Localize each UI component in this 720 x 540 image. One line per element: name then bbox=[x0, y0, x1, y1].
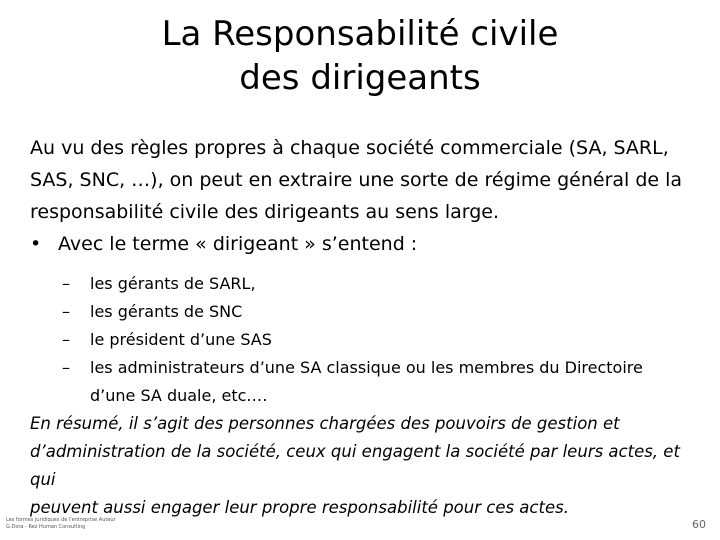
list-item bbox=[62, 270, 682, 298]
intro-line-2: SAS, SNC, …), on peut en extraire une sorte de régime général de la bbox=[30, 169, 683, 191]
footer-line-1: Les formes juridiques de l'entreprise Auteur bbox=[6, 517, 116, 523]
dash-marker: – bbox=[62, 302, 70, 321]
dash-marker: – bbox=[62, 330, 70, 349]
bullet-item bbox=[30, 228, 700, 260]
footer-credit bbox=[6, 517, 156, 531]
dash-marker: – bbox=[62, 358, 70, 377]
slide-title bbox=[60, 12, 660, 100]
list-item-text: les gérants de SARL, bbox=[90, 274, 256, 293]
list-item-text: le président d’une SAS bbox=[90, 330, 272, 349]
bullet-marker: • bbox=[30, 233, 42, 255]
list-item-continuation: d’une SA duale, etc.… bbox=[90, 386, 268, 405]
dirigeant-sublist bbox=[62, 270, 682, 410]
page-number: 60 bbox=[692, 518, 706, 531]
intro-line-1: Au vu des règles propres à chaque société commerciale (SA, SARL, bbox=[30, 137, 669, 159]
slide-body bbox=[30, 132, 700, 260]
dash-marker: – bbox=[62, 274, 70, 293]
summary-line-2: d’administration de la société, ceux qui engagent la société par leurs actes, et qui bbox=[30, 442, 680, 489]
footer-line-2: G.Dora - Rez Human Consulting bbox=[6, 524, 86, 530]
intro-paragraph bbox=[30, 132, 700, 228]
list-item-text: les gérants de SNC bbox=[90, 302, 243, 321]
summary-line-3: peuvent aussi engager leur propre responsabilité pour ces actes. bbox=[30, 498, 569, 517]
bullet-text: Avec le terme « dirigeant » s’entend : bbox=[58, 233, 418, 255]
summary-paragraph bbox=[30, 410, 700, 522]
title-line-1: La Responsabilité civile bbox=[161, 14, 559, 54]
intro-line-3: responsabilité civile des dirigeants au sens large. bbox=[30, 201, 500, 223]
list-item bbox=[62, 354, 682, 382]
title-line-2: des dirigeants bbox=[239, 58, 481, 98]
list-item bbox=[62, 326, 682, 354]
list-item-text: les administrateurs d’une SA classique ou les membres du Directoire bbox=[90, 358, 643, 377]
summary-line-1: En résumé, il s’agit des personnes chargées des pouvoirs de gestion et bbox=[30, 414, 620, 433]
list-item bbox=[62, 298, 682, 326]
